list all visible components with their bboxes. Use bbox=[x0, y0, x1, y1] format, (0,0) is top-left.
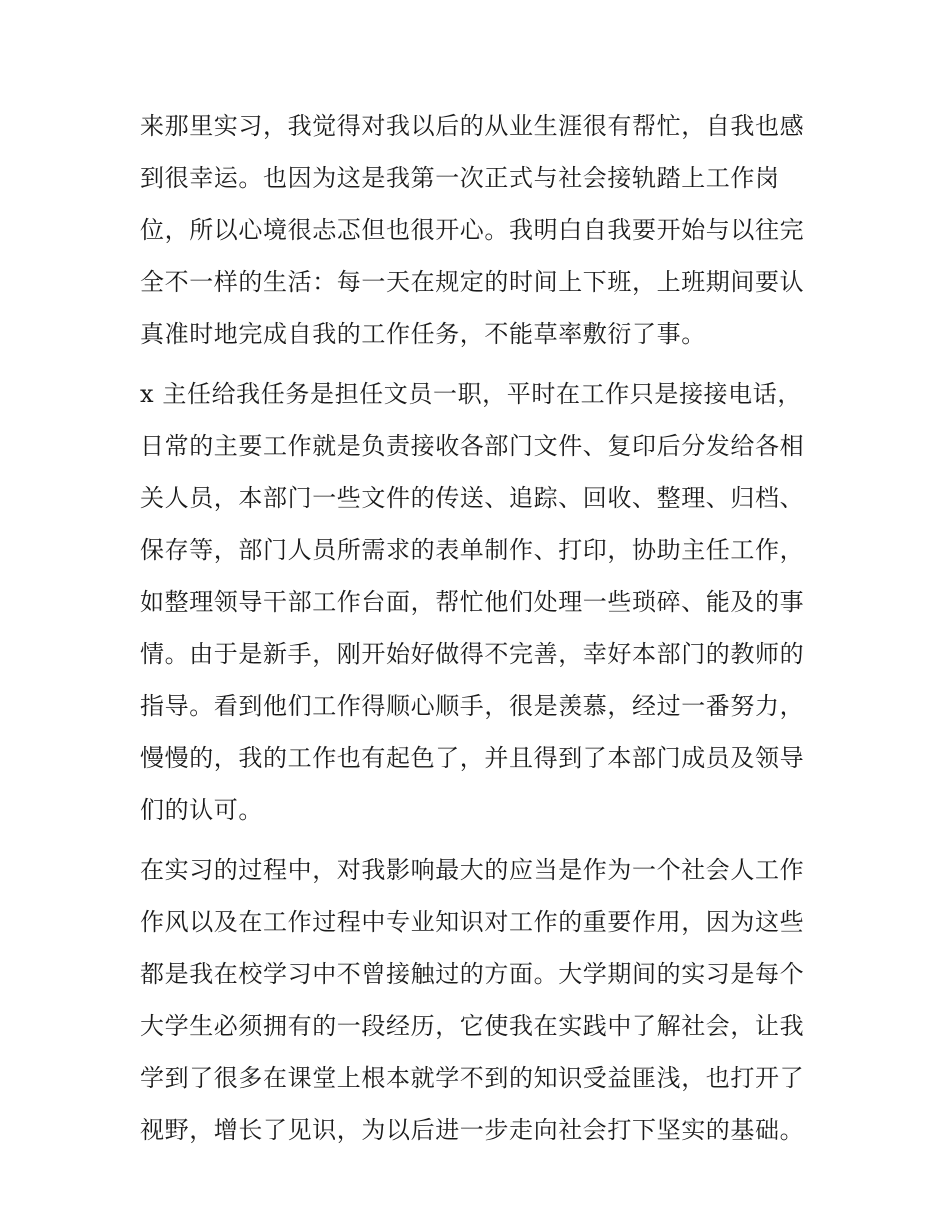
text-line: 全不一样的生活：每一天在规定的时间上下班，上班期间要认 bbox=[140, 268, 805, 296]
text-line: 日常的主要工作就是负责接收各部门文件、复印后分发给各相 bbox=[140, 432, 805, 460]
text-line: 来那里实习，我觉得对我以后的从业生涯很有帮忙，自我也感 bbox=[140, 112, 805, 140]
document-body bbox=[140, 109, 820, 1147]
text-line: 保存等，部门人员所需求的表单制作、打印，协助主任工作， bbox=[140, 536, 805, 564]
text-line: 在实习的过程中，对我影响最大的应当是作为一个社会人工作 bbox=[140, 856, 805, 884]
text-line: x 主任给我任务是担任文员一职，平时在工作只是接接电话， bbox=[140, 380, 802, 408]
text-line: 关人员，本部门一些文件的传送、追踪、回收、整理、归档、 bbox=[140, 484, 805, 512]
text-line: 大学生必须拥有的一段经历，它使我在实践中了解社会，让我 bbox=[140, 1012, 805, 1040]
paragraph-1 bbox=[140, 109, 820, 351]
text-line: 都是我在校学习中不曾接触过的方面。大学期间的实习是每个 bbox=[140, 960, 805, 988]
paragraph-2 bbox=[140, 377, 820, 827]
text-line: 慢慢的，我的工作也有起色了，并且得到了本部门成员及领导 bbox=[140, 744, 805, 772]
text-line: 学到了很多在课堂上根本就学不到的知识受益匪浅，也打开了 bbox=[140, 1064, 805, 1092]
text-line: 如整理领导干部工作台面，帮忙他们处理一些琐碎、能及的事 bbox=[140, 588, 805, 616]
paragraph-3 bbox=[140, 853, 820, 1147]
text-line: 视野，增长了见识，为以后进一步走向社会打下坚实的基础。 bbox=[140, 1116, 805, 1144]
text-line: 情。由于是新手，刚开始好做得不完善，幸好本部门的教师的 bbox=[140, 640, 805, 668]
text-line: 作风以及在工作过程中专业知识对工作的重要作用，因为这些 bbox=[140, 908, 805, 936]
text-line: 位，所以心境很忐忑但也很开心。我明白自我要开始与以往完 bbox=[140, 216, 805, 244]
text-line: 到很幸运。也因为这是我第一次正式与社会接轨踏上工作岗 bbox=[140, 164, 780, 192]
text-line: 真准时地完成自我的工作任务，不能草率敷衍了事。 bbox=[140, 320, 706, 348]
text-line: 指导。看到他们工作得顺心顺手，很是羡慕，经过一番努力， bbox=[140, 692, 805, 720]
text-line: 们的认可。 bbox=[140, 796, 263, 824]
